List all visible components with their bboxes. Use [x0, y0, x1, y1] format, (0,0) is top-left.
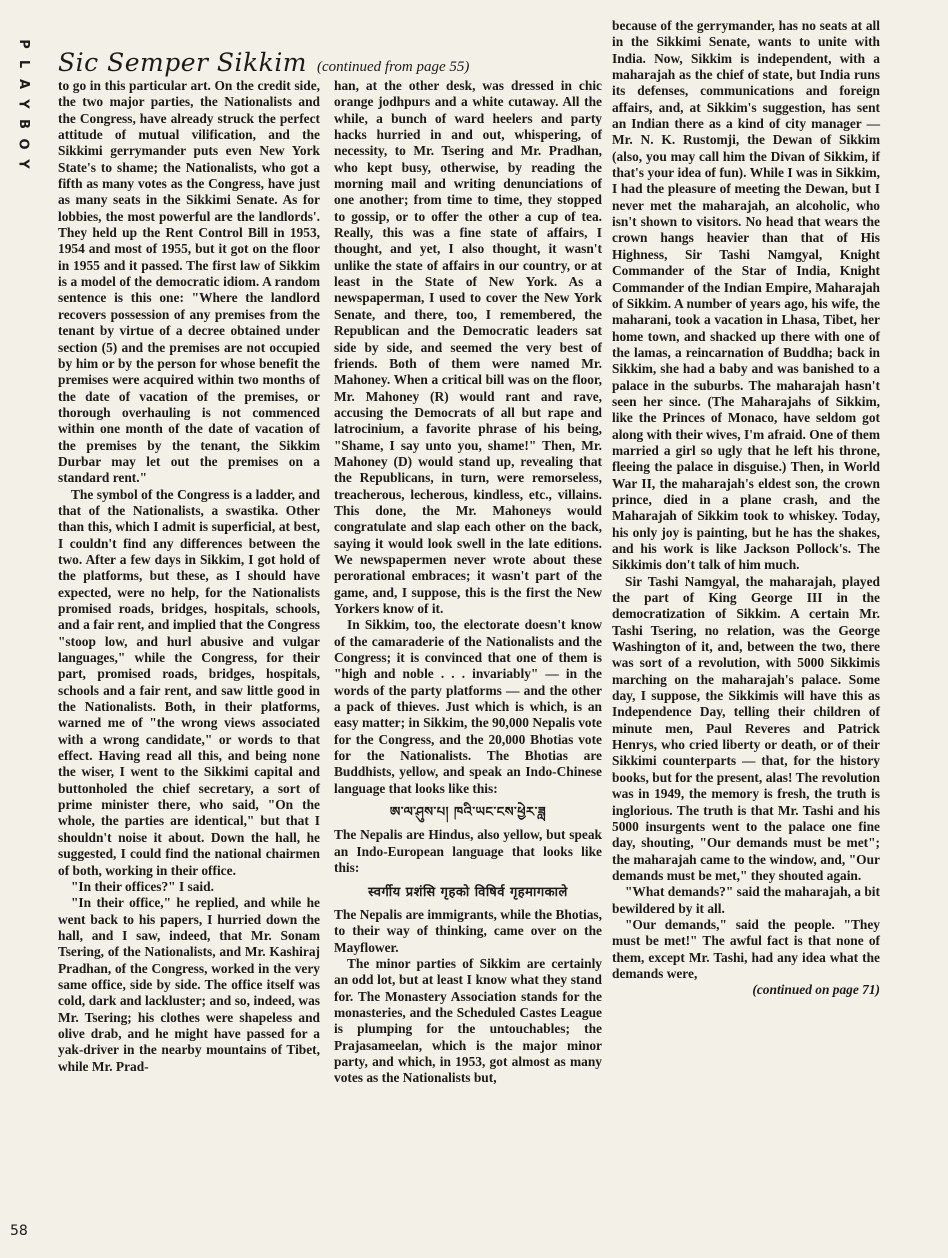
- paragraph: The minor parties of Sikkim are certainly an odd lot, but at least I know what they stand for. The Monastery Association stands for the monasteries, and the Scheduled Castes League is plumping for the untouchables; the Prajasameelan, which is the major minor party, and which, in 1953, got almost as many votes as the Nationalists but,: [334, 955, 602, 1086]
- nepali-script-sample: स्वर्गीय प्रशंसि गृहको विषिर्व गृहमागकाले: [368, 884, 568, 900]
- paragraph: "In their office," he replied, and while he went back to his papers, I hurried down the hall, and I saw, indeed, that Mr. Sonam Tsering, of the Nationalists, and Mr. Kashiraj Pradhan, of the Congress, worked in the very same office, side by side. The office itself was cold, dark and lackluster; and so, indeed, was Mr. Tsering; his clothes were shapeless and olive drab, and he might have passed for a yak-driver in the nearby mountains of Tibet, while Mr. Prad-: [58, 895, 320, 1074]
- paragraph: The Nepalis are Hindus, also yellow, but speak an Indo-European language that looks like this:: [334, 827, 602, 876]
- spine-letter: B: [15, 119, 31, 129]
- paragraph: "Our demands," said the people. "They must be met!" The awful fact is that none of them, except Mr. Tashi, had any idea what the demands were,: [612, 916, 880, 981]
- spine-letter: P: [16, 39, 31, 49]
- paragraph: because of the gerrymander, has no seats at all in the Sikkimi Senate, wants to unite with India. Now, Sikkim is independent, with a maharajah as the chief of state, but India runs its defenses, communications and foreign affairs, and, at Sikkim's suggestion, has sent an Indian there as a kind of city manager — Mr. N. K. Rustomji, the Dewan of Sikkim (also, you may call him the Divan of Sikkim, if that's your idea of fun). While I was in Sikkim, I had the pleasure of meeting the Dewan, but I never met the maharajah, an alcoholic, who isn't shown to visitors. No head that wears the crown hangs heavier than that of His Highness, Sir Tashi Namgyal, Knight Commander of the Star of India, Knight Commander of the Indian Empire, Maharajah of Sikkim. A number of years ago, his wife, the maharani, took a vacation in Lhasa, Tibet, her home town, and shacked up there with one of the lamas, a reincarnation of Buddha; back in Sikkim, she had a baby and was banished to a palace in the suburbs. The maharajah hasn't seen her since. (The Maharajahs of Sikkim, like the Princes of Monaco, have seldom got along with their wives, I'm afraid. One of them married a girl so ugly that he left his throne, fleeing the palace in disguise.) Then, in World War II, the maharajah's eldest son, the crown prince, died in a plane crash, and the Maharajah of Sikkim took to whiskey. Today, his only joy is painting, but he has the shakes, and his work is like Jackson Pollock's. The Sikkimis don't talk of him much.: [612, 18, 880, 573]
- tibetan-script-sample: ཨ་ལ་ཤུས་པ། ཁའི་ཡང་ངས་ཕྱེར་ཟླ: [389, 805, 547, 821]
- paragraph: han, at the other desk, was dressed in chic orange jodhpurs and a white cutaway. All the while, a bunch of ward heelers and party hacks hurried in and out, whispering, of necessity, to Mr. Tsering and Mr. Pradhan, who kept busy, otherwise, by reading the morning mail and writing denunciations of one another; from time to time, they stopped to gossip, or to offer the other a cup of tea. Really, this was a fine state of affairs, I thought, and yet, I also thought, it wasn't unlike the state of affairs in our country, or at least in the State of New York. As a newspaperman, I used to cover the New York Senate, and there, too, I remembered, the Republican and the Democratic leaders sat side by side, and seemed the very best of friends. Both of them were named Mr. Mahoney. When a critical bill was on the floor, Mr. Mahoney (R) would rant and rave, accusing the Democrats of all but rape and latrocinium, a favorite phrase of his being, "Shame, I say unto you, shame!" Then, Mr. Mahoney (D) would stand up, revealing that the Republicans, in turn, were remorseless, treacherous, lecherous, kindless, etc., villains. This done, the Mr. Mahoneys would congratulate and slap each other on the back, saying it would look swell in the late editions. We newspapermen never wrote about these perorational embraces; it wasn't part of the game, and, I suppose, this is the first the New Yorkers know of it.: [334, 78, 602, 616]
- article-title: Sic Semper Sikkim: [58, 48, 308, 77]
- article-column-3: [612, 18, 880, 999]
- spine-letter: Y: [15, 159, 31, 169]
- paragraph: "What demands?" said the maharajah, a bit bewildered by it all.: [612, 884, 880, 916]
- article-column-2: [334, 78, 602, 1087]
- spine-letter: Y: [15, 99, 31, 109]
- paragraph: to go in this particular art. On the credit side, the two major parties, the Nationalists and the Congress, have already struck the perfect attitude of mutual vilification, and the Sikkimi gerrymander puts even New York State's to shame; the Nationalists, who got a fifth as many votes as the Congress, have just as many seats in the Sikkimi Senate. As for lobbies, the most powerful are the landlords'. They held up the Rent Control Bill in 1953, 1954 and most of 1955, but it got on the floor in 1955 and it passed. The first law of Sikkim is a model of the democratic idiom. A random sentence is this one: "Where the landlord recovers possession of any premises from the tenant by virtue of a decree obtained under section (5) and the premises are not occupied by him or by the person for whose benefit the premises were acquired within two months of the date of vacation of the premises, or thorough overhauling is not commenced within one month of the date of vacation of the premises by the tenant, the Sikkim Durbar may let out the premises on a standard rent.": [58, 78, 320, 486]
- spine-letter: O: [16, 138, 31, 150]
- article-header: [58, 48, 469, 77]
- article-column-1: [58, 78, 320, 1075]
- paragraph: In Sikkim, too, the electorate doesn't know of the camaraderie of the Nationalists and the Congress; it is convinced that one of them is "high and noble . . . invariably" — in the words of the party platforms — and the other a pack of thieves. Just which is which, is an easy matter; in Sikkim, the 90,000 Nepalis vote for the Congress, and the 20,000 Bhotias vote for the Nationalists. The Bhotias are Buddhists, yellow, and speak an Indo-Chinese language that looks like this:: [334, 617, 602, 796]
- paragraph: The Nepalis are immigrants, while the Bhotias, to their way of thinking, came over on the Mayflower.: [334, 906, 602, 955]
- magazine-spine-label: [12, 34, 34, 174]
- paragraph: Sir Tashi Namgyal, the maharajah, played the part of King George III in the democratization of Sikkim. A certain Mr. Tashi Tsering, no relation, was the George Washington of it, and, between the two, there was sort of a revolution, with 5000 Sikkimis marching on the maharajah's palace. Some day, I suppose, the Sikkimis will have this as Independence Day, telling their children of minute men, Paul Reveres and Patrick Henrys, who cried liberty or death, or of their Sikkimi counterparts — that, for the history books, but for the present, alas! The revolution was in 1949, the memory is fresh, the truth is inglorious. The truth is that Mr. Tashi and his 5000 insurgents went to the palace one fine day, shouting, "Our demands must be met"; the maharajah came to the window, and, "Our demands must be met," they shouted again.: [612, 573, 880, 883]
- continued-from-note: (continued from page 55): [317, 59, 470, 75]
- spine-letter: L: [15, 59, 31, 69]
- page-number: 58: [10, 1223, 28, 1239]
- continued-on-note: (continued on page 71): [752, 982, 880, 998]
- spine-letter: A: [16, 78, 31, 90]
- paragraph: "In their offices?" I said.: [71, 878, 214, 894]
- paragraph: The symbol of the Congress is a ladder, and that of the Nationalists, a swastika. Other than this, which I admit is superficial, at best, I couldn't find any differences between the two. After a few days in Sikkim, I got hold of the platforms, but these, as I should have expected, were no help, for the Nationalists promised roads, bridges, hospitals, schools, and a fair rent, and implied that the Congress "stoop low, and hurl abusive and vulgar languages," while the Congress, for their part, promised roads, bridges, hospitals, schools and a fair rent, and saw little good in the Nationalists. Both, in their platforms, warned me of "the wrong views associated with a wrong candidate," or words to that effect. Having read all this, and being none the wiser, I went to the Sikkimi capital and buttonholed the chief secretary, a sort of prime minister there, who said, "On the whole, the parties are identical," but that I shouldn't noise it about. Down the hall, he suggested, I could find the national chairmen of both, working in their office.: [58, 486, 320, 878]
